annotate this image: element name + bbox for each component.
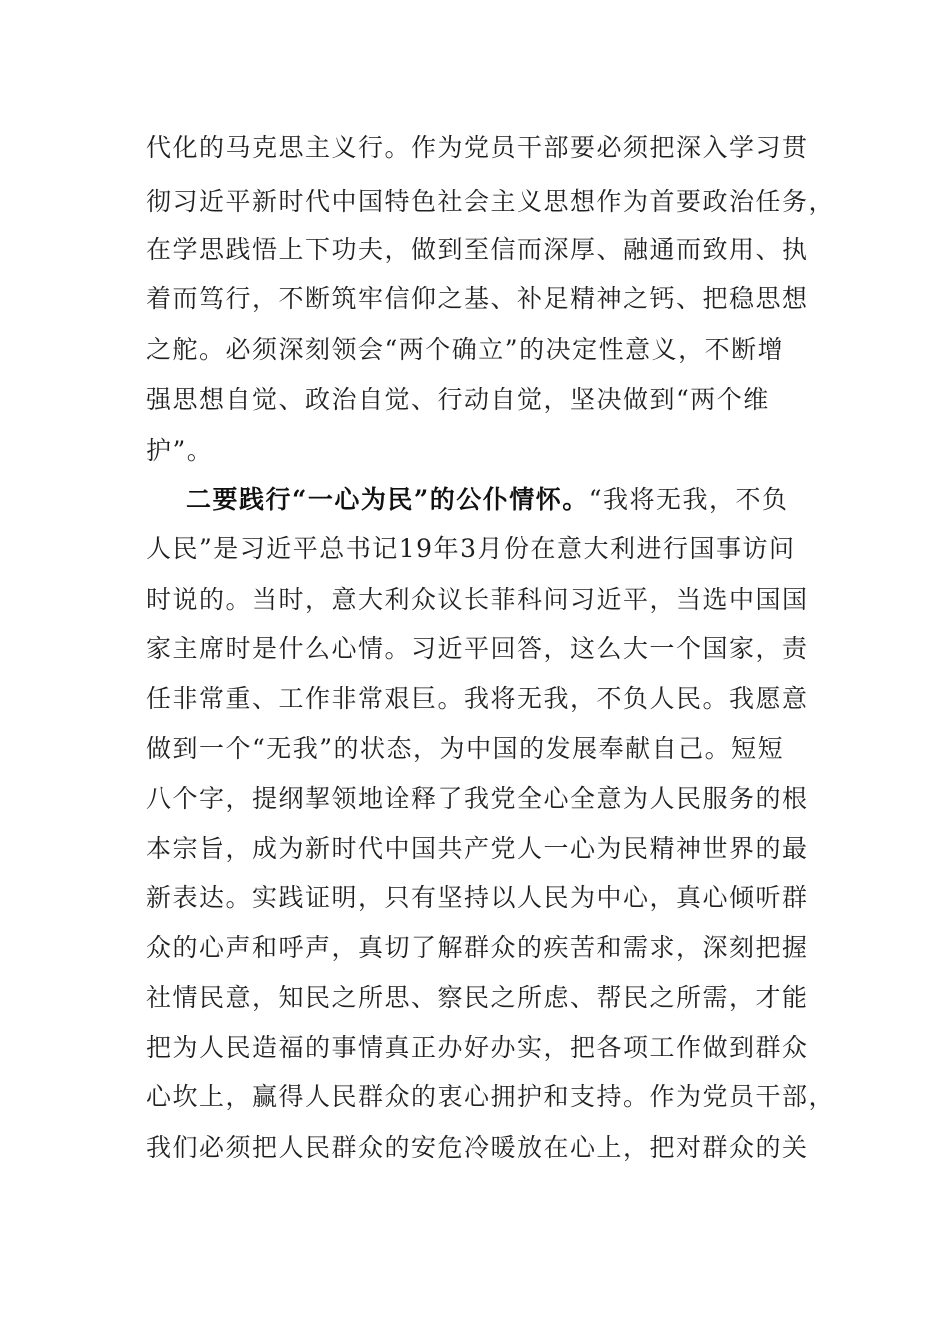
paragraph-2-first-line-rest: “我将无我，不负	[588, 485, 789, 514]
paragraph-2-line-8: 本宗旨，成为新时代中国共产党人一心为民精神世界的最	[146, 834, 809, 863]
paragraph-1-line-3: 在学思践悟上下功夫，做到至信而深厚、融通而致用、执	[146, 235, 809, 264]
paragraph-2-line-12: 把为人民造福的事情真正办好办实，把各项工作做到群众	[146, 1033, 809, 1062]
paragraph-2-line-4: 家主席时是什么心情。习近平回答，这么大一个国家，责	[146, 634, 809, 663]
paragraph-1-line-1: 代化的马克思主义行。作为党员干部要必须把深入学习贯	[146, 133, 809, 162]
paragraph-1-line-4: 着而笃行，不断筑牢信仰之基、补足精神之钙、把稳思想	[146, 284, 809, 313]
paragraph-2-line-14: 我们必须把人民群众的安危冷暖放在心上，把对群众的关	[146, 1133, 809, 1162]
paragraph-2-line-5: 任非常重、工作非常艰巨。我将无我，不负人民。我愿意	[146, 684, 809, 713]
paragraph-2-line-10: 众的心声和呼声，真切了解群众的疾苦和需求，深刻把握	[146, 933, 809, 962]
paragraph-2-line-11: 社情民意，知民之所思、察民之所虑、帮民之所需，才能	[146, 983, 809, 1012]
paragraph-2-line-2: 人民”是习近平总书记19年3月份在意大利进行国事访问	[146, 534, 796, 563]
paragraph-2-heading: 二要践行“一心为民”的公仆情怀。	[186, 485, 589, 514]
paragraph-2-line-13: 心坎上，赢得人民群众的衷心拥护和支持。作为党员干部，	[146, 1082, 836, 1111]
paragraph-2-line-7: 八个字，提纲挈领地诠释了我党全心全意为人民服务的根	[146, 784, 809, 813]
paragraph-1-line-6: 强思想自觉、政治自觉、行动自觉，坚决做到“两个维	[146, 385, 770, 414]
paragraph-1-line-5: 之舵。必须深刻领会“两个确立”的决定性意义，不断增	[146, 335, 785, 364]
paragraph-2-line-6: 做到一个“无我”的状态，为中国的发展奉献自己。短短	[146, 734, 785, 763]
paragraph-1-line-7: 护”。	[146, 436, 214, 465]
paragraph-2-line-9: 新表达。实践证明，只有坚持以人民为中心，真心倾听群	[146, 883, 809, 912]
paragraph-1-line-2: 彻习近平新时代中国特色社会主义思想作为首要政治任务，	[146, 187, 836, 216]
paragraph-2-line-3: 时说的。当时，意大利众议长菲科问习近平，当选中国国	[146, 585, 809, 614]
paragraph-2-line-1	[186, 485, 789, 515]
